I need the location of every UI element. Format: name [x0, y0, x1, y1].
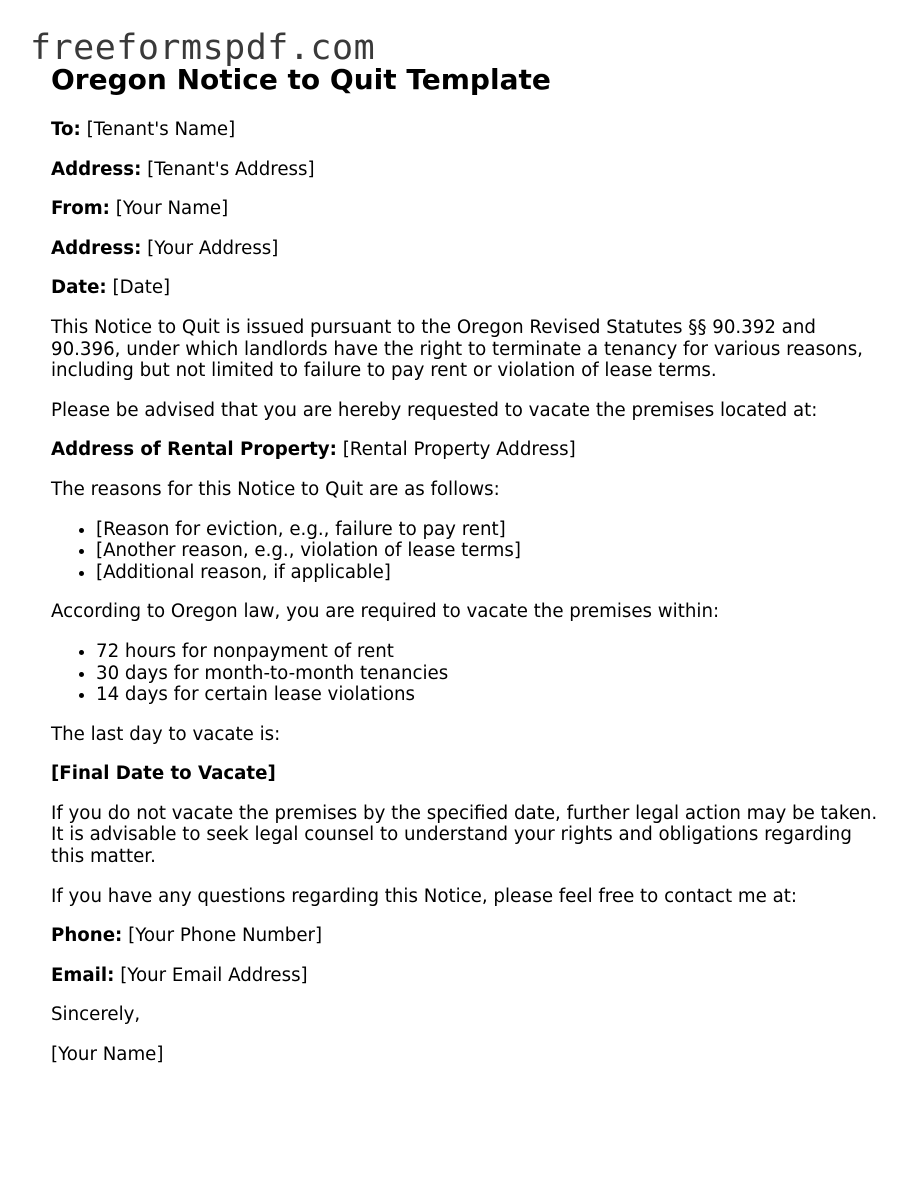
law-intro: According to Oregon law, you are required to vacate the premises within:	[51, 601, 720, 623]
from-line	[51, 198, 881, 220]
date-line	[51, 277, 881, 299]
list-item: • 14 days for certain lease violations	[96, 684, 881, 706]
from-label: From:	[51, 198, 110, 220]
notice-body	[51, 119, 881, 1084]
list-item: • 30 days for month-to-month tenancies	[96, 663, 881, 685]
list-item: • [Reason for eviction, e.g., failure to pay rent]	[96, 519, 881, 541]
tenant-address-label: Address:	[51, 158, 142, 180]
page-title: Oregon Notice to Quit Template	[51, 63, 551, 96]
tenant-address-value: [Tenant's Address]	[147, 158, 315, 180]
periods-list	[51, 641, 881, 706]
signature: [Your Name]	[51, 1044, 164, 1066]
from-value: [Your Name]	[115, 198, 229, 220]
reasons-intro: The reasons for this Notice to Quit are as follows:	[51, 478, 500, 500]
list-item: • [Another reason, e.g., violation of lease terms]	[96, 540, 881, 562]
last-day-text: The last day to vacate is:	[51, 723, 281, 745]
date-label: Date:	[51, 277, 107, 299]
intro-paragraph: This Notice to Quit is issued pursuant to the Oregon Revised Statutes §§ 90.392 and 90.396, under which landlords have the right to terminate a tenancy for various reasons, including but not limited to failure to pay rent or violation of lease terms.	[51, 316, 863, 382]
legal-action-paragraph: If you do not vacate the premises by the specified date, further legal action may be taken. It is advisable to seek legal counsel to understand your rights and obligations regarding this matter.	[51, 802, 878, 868]
your-address-label: Address:	[51, 237, 142, 259]
phone-value: [Your Phone Number]	[128, 925, 323, 947]
list-item: • 72 hours for nonpayment of rent	[96, 641, 881, 663]
email-label: Email:	[51, 964, 115, 986]
rental-property-label: Address of Rental Property:	[51, 439, 337, 461]
rental-property-line	[51, 439, 881, 461]
advised-paragraph: Please be advised that you are hereby requested to vacate the premises located at:	[51, 399, 818, 421]
date-value: [Date]	[112, 277, 171, 299]
your-address-value: [Your Address]	[147, 237, 279, 259]
phone-label: Phone:	[51, 925, 123, 947]
to-line	[51, 119, 881, 141]
closing: Sincerely,	[51, 1004, 141, 1026]
phone-line	[51, 925, 881, 947]
final-date: [Final Date to Vacate]	[51, 763, 276, 785]
email-line	[51, 965, 881, 987]
to-label: To:	[51, 119, 81, 140]
list-item: • [Additional reason, if applicable]	[96, 562, 881, 584]
rental-property-value: [Rental Property Address]	[342, 439, 576, 461]
tenant-address-line	[51, 159, 881, 181]
watermark: freeformspdf.com	[30, 28, 376, 68]
email-value: [Your Email Address]	[120, 964, 308, 986]
reasons-list	[51, 519, 881, 584]
questions-paragraph: If you have any questions regarding this Notice, please feel free to contact me at:	[51, 885, 798, 907]
to-value: [Tenant's Name]	[86, 119, 236, 140]
your-address-line	[51, 238, 881, 260]
final-date-line	[51, 763, 881, 785]
